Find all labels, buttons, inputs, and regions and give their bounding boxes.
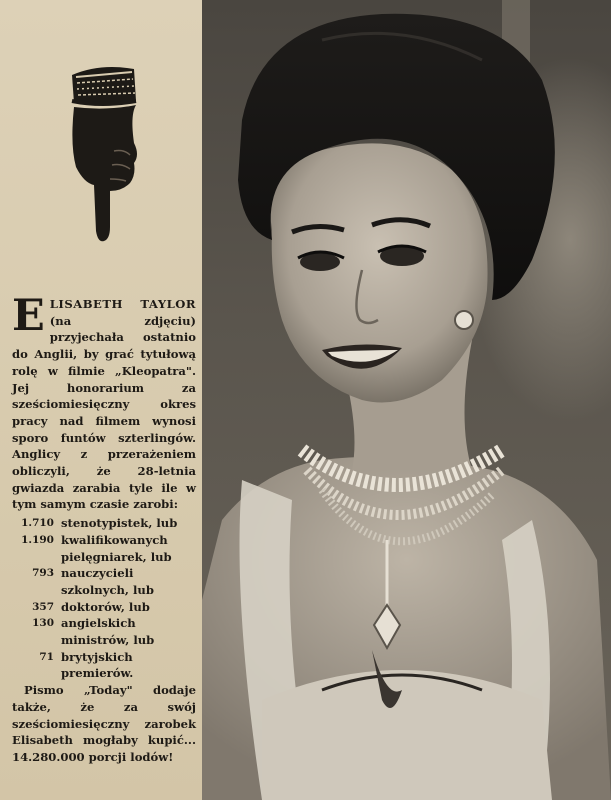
stat-row [12,532,196,565]
portrait-illustration [202,0,611,800]
stat-row [12,515,196,532]
drop-cap: E [12,291,45,341]
stat-number: 71 [39,650,54,663]
article-lead: LISABETH TAYLOR [49,297,196,311]
stat-number: 793 [32,567,54,580]
stat-label: nauczycieli szkolnych, lub [61,566,154,597]
stat-number: 1.190 [21,533,54,546]
article-body: (na zdjęciu) przyjechała ostatnio do Anglii, by grać tytułową rolę w filmie „Kleopatra". Jej honorarium za sześciomiesięczny okres pracy nad filmem wynosi sporo funtów szterlingów. Anglicy z przerażeniem obliczyli, że 28-letnia gwiazda zarabia tyle ile w tym samym czasie zarobi: [12,313,196,512]
stat-row [12,565,196,598]
stat-label: angielskich ministrów, lub [61,616,155,648]
stat-number: 357 [32,600,54,613]
portrait-photo [202,0,611,800]
stat-label: doktorów, lub [61,599,150,614]
stat-row [12,615,196,648]
article-closing: Pismo „Today" dodaje także, że za swój sześciomiesięczny zarobek Elisabeth mogłaby kupić... 14.280.000 porcji lodów! [12,683,196,764]
cuff-icon [72,67,136,105]
article-intro [12,291,196,513]
stats-list [12,515,196,682]
stat-row [12,599,196,616]
stat-number: 130 [32,617,54,630]
article-text [12,291,196,766]
stat-row [12,649,196,682]
stat-label: stenotypistek, lub [61,516,178,531]
pointing-hand-icon [60,55,150,245]
stat-number: 1.710 [21,517,54,530]
stat-label: kwalifikowanych pielęgniarek, lub [61,532,172,564]
text-column [0,0,202,800]
stat-label: brytyjskich premierów. [61,649,134,681]
